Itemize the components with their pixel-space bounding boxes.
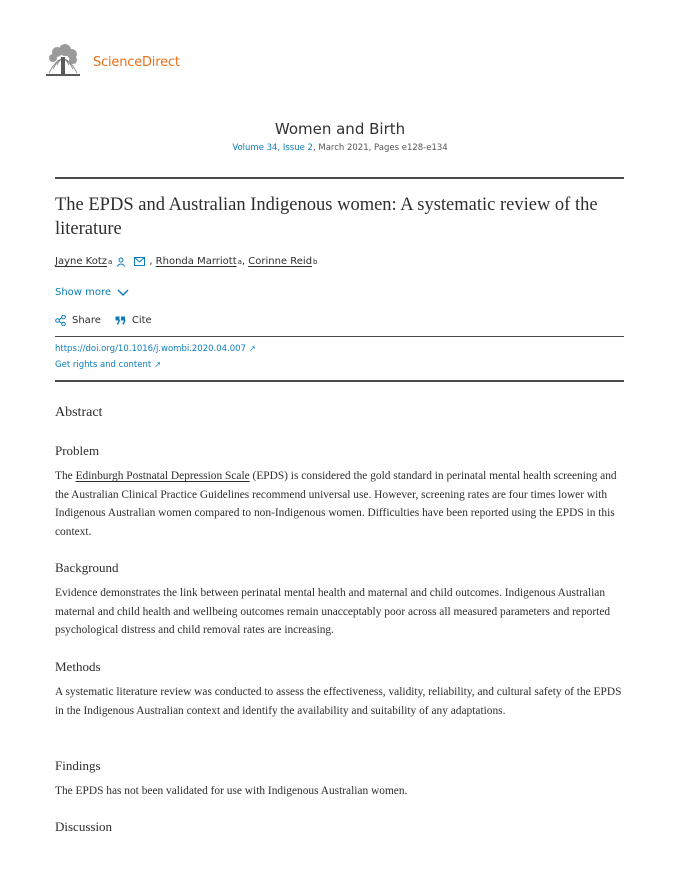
problem-text-pre: The <box>55 470 76 482</box>
person-icon[interactable] <box>116 257 126 267</box>
problem-paragraph <box>55 467 627 542</box>
volume-issue-link[interactable]: Volume 34, Issue 2 <box>232 143 313 153</box>
findings-heading: Findings <box>55 758 101 773</box>
affiliation-mark[interactable]: b <box>313 257 318 266</box>
methods-heading: Methods <box>55 659 101 674</box>
rights-text: Get rights and content <box>55 360 152 370</box>
quote-icon <box>115 316 126 325</box>
external-link-icon: ↗ <box>154 360 161 369</box>
article-title: The EPDS and Australian Indigenous women: A systematic review of the literature <box>55 195 598 239</box>
methods-paragraph: A systematic literature review was conducted to assess the effectiveness, validity, reliability, and cultural safety of the EPDS in the Indigenous Australian context and identify the availability and suitability of any adaptations. <box>55 686 622 717</box>
email-icon[interactable] <box>134 257 145 266</box>
problem-heading: Problem <box>55 443 100 458</box>
doi-text: https://doi.org/10.1016/j.wombi.2020.04.007 <box>55 344 246 354</box>
cite-button[interactable] <box>115 315 152 326</box>
show-more-button[interactable] <box>55 287 129 298</box>
rights-link[interactable] <box>55 360 161 370</box>
author-list: Jayne Kotz a , Rhonda Marriott a , Corinne Reid b <box>55 256 318 267</box>
background-heading: Background <box>55 560 119 575</box>
affiliation-mark[interactable]: a <box>108 257 113 266</box>
top-divider <box>55 177 624 179</box>
epds-link[interactable]: Edinburgh Postnatal Depression Scale <box>75 470 250 482</box>
share-button[interactable] <box>55 315 101 326</box>
elsevier-tree-icon <box>43 43 83 79</box>
chevron-down-icon <box>117 289 129 297</box>
doi-link[interactable] <box>55 344 256 354</box>
problem-text-post: (EPDS) is considered the gold standard in perinatal mental health screening and the Australian Clinical Practice Guidelines recommend universal use. However, screening rates are four times lower with Indigenous Australian women compared to non-Indigenous women. Difficulties have been reported using the EPDS in this context. <box>55 470 617 539</box>
cite-label: Cite <box>131 315 152 326</box>
author-link[interactable]: Rhonda Marriott <box>155 256 237 267</box>
share-label: Share <box>72 315 101 326</box>
discussion-heading: Discussion <box>55 819 113 834</box>
abstract-heading: Abstract <box>55 405 103 420</box>
divider <box>55 336 624 337</box>
share-icon <box>55 315 66 326</box>
findings-paragraph: The EPDS has not been validated for use with Indigenous Australian women. <box>55 785 408 797</box>
affiliation-mark[interactable]: a <box>237 257 242 266</box>
brand-name[interactable]: ScienceDirect <box>93 55 180 70</box>
volume-line <box>0 143 680 153</box>
background-paragraph: Evidence demonstrates the link between perinatal mental health and maternal and child outcomes. Indigenous Australian maternal and child health and wellbeing outcomes remain unacceptably poor across all measured parameters and reported psychological distress and child removal rates are increasing. <box>55 587 611 637</box>
article-actions <box>55 315 166 326</box>
author-link[interactable]: Jayne Kotz <box>55 256 108 267</box>
author-link[interactable]: Corinne Reid <box>248 256 313 267</box>
show-more-label: Show more <box>55 287 112 298</box>
journal-title[interactable]: Women and Birth <box>274 120 406 138</box>
divider <box>55 380 624 382</box>
external-link-icon: ↗ <box>248 344 256 353</box>
date-pages: , March 2021, Pages e128-e134 <box>312 143 448 153</box>
